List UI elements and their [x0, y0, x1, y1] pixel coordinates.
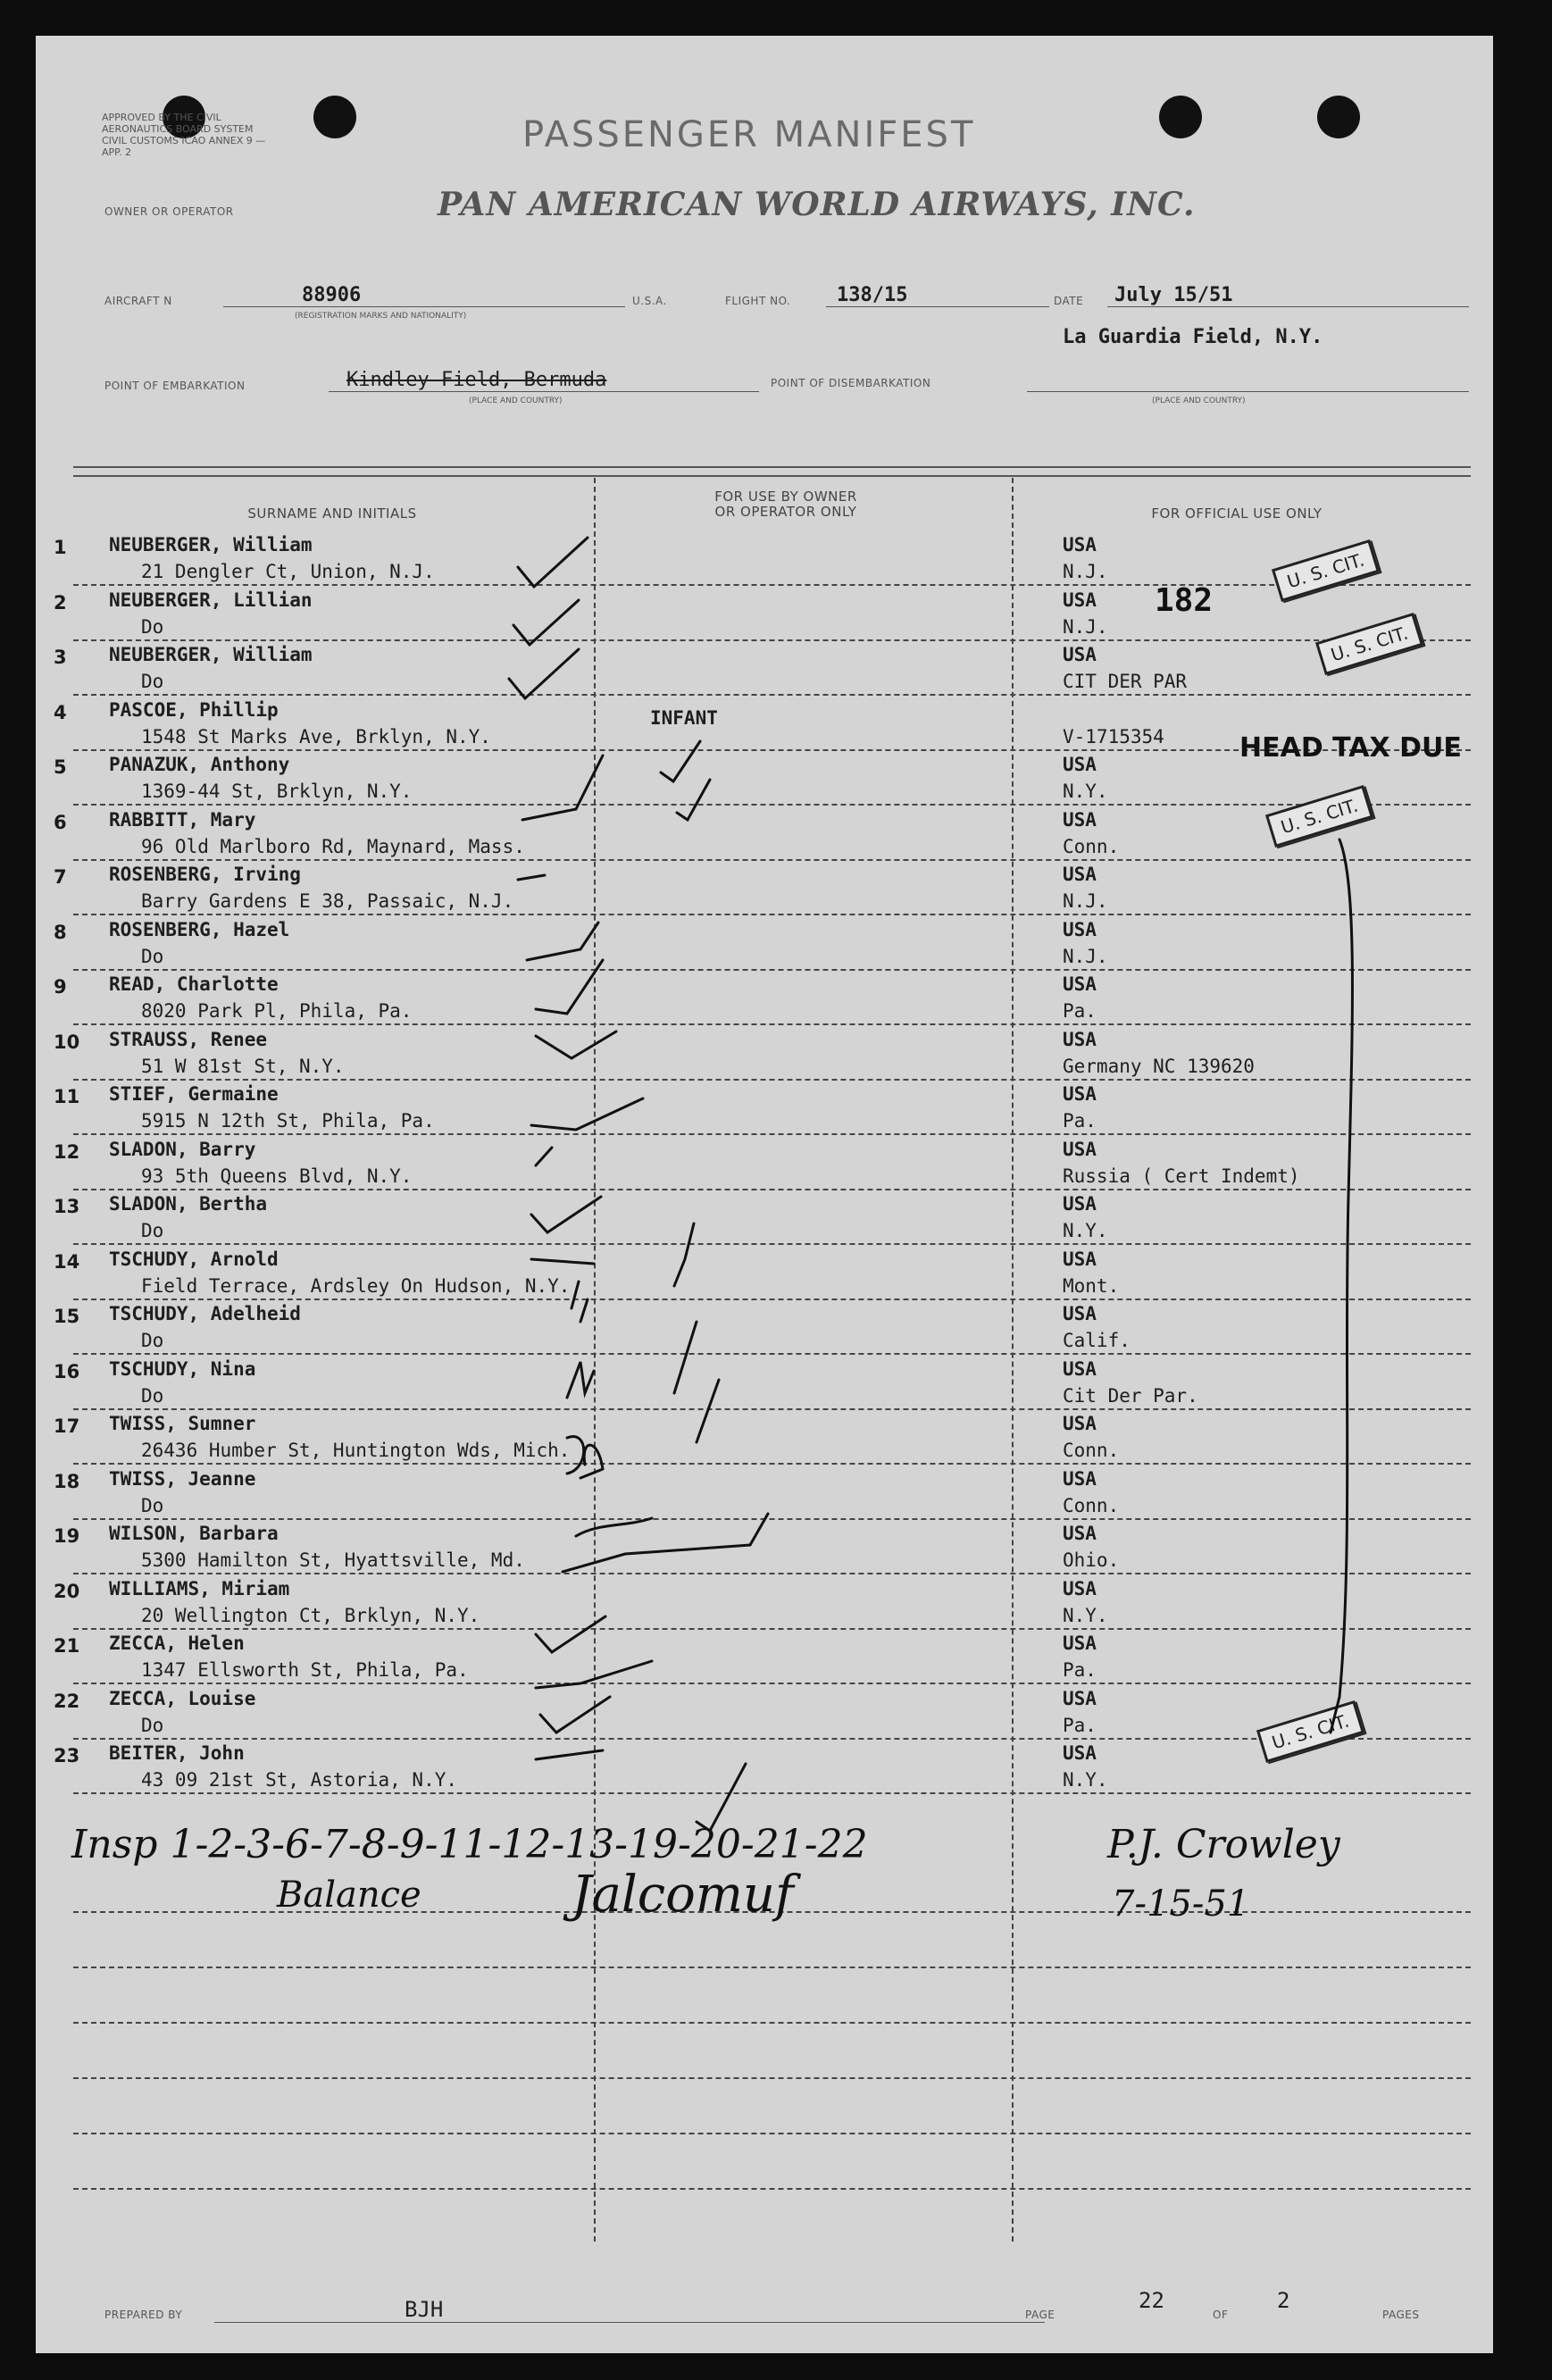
row-number: 23 — [54, 1745, 80, 1766]
residence-note: CIT DER PAR — [1063, 671, 1188, 692]
handwritten-inspector: P.J. Crowley — [1107, 1822, 1340, 1867]
citizenship: USA — [1063, 589, 1097, 611]
citizenship: USA — [1063, 644, 1097, 665]
residence-note: Pa. — [1063, 1659, 1097, 1681]
residence-note: Ohio. — [1063, 1549, 1120, 1571]
passenger-name: WILSON, Barbara — [109, 1523, 279, 1544]
embark-label: POINT OF EMBARKATION — [104, 380, 246, 392]
head-tax-stamp: HEAD TAX DUE — [1239, 732, 1462, 764]
residence-note: N.Y. — [1063, 781, 1108, 802]
row-number: 15 — [54, 1306, 80, 1327]
prepared-underline — [214, 2322, 1045, 2323]
citizenship: USA — [1063, 1193, 1097, 1215]
handwritten-tally: Insp 1-2-3-6-7-8-9-11-12-13-19-20-21-22 — [71, 1822, 868, 1867]
passenger-address: 21 Dengler Ct, Union, N.J. — [141, 561, 435, 582]
passenger-name: ZECCA, Helen — [109, 1633, 245, 1654]
residence-note: Calif. — [1063, 1330, 1131, 1351]
passenger-name: NEUBERGER, William — [109, 644, 313, 665]
row-number: 20 — [54, 1580, 80, 1602]
passenger-name: STIEF, Germaine — [109, 1083, 279, 1105]
handwritten-balance: Balance — [277, 1875, 421, 1916]
residence-note: Pa. — [1063, 1000, 1097, 1022]
handwritten-date: 7-15-51 — [1112, 1883, 1250, 1925]
form-code: APPROVED BY THE CIVIL AERONAUTICS BOARD SYSTEM CIVIL CUSTOMS ICAO ANNEX 9 — APP. 2 — [102, 112, 266, 158]
aircraft-value: 88906 — [302, 284, 362, 306]
official-number: 182 — [1155, 582, 1214, 619]
passenger-name: SLADON, Bertha — [109, 1193, 268, 1215]
row-number: 19 — [54, 1525, 80, 1547]
flight-value: 138/15 — [837, 284, 908, 306]
flight-label: FLIGHT NO. — [725, 295, 791, 307]
passenger-address: 1369-44 St, Brklyn, N.Y. — [141, 781, 413, 802]
citizenship: USA — [1063, 1248, 1097, 1270]
residence-note: V-1715354 — [1063, 725, 1164, 747]
passenger-name: TWISS, Sumner — [109, 1413, 256, 1434]
registration-note: (REGISTRATION MARKS AND NATIONALITY) — [295, 312, 467, 321]
passenger-name: RABBITT, Mary — [109, 808, 256, 831]
row-number: 8 — [54, 921, 67, 943]
citizenship: USA — [1063, 1413, 1097, 1434]
passenger-address: 1548 St Marks Ave, Brklyn, N.Y. — [141, 725, 491, 747]
residence-note: Pa. — [1063, 1714, 1097, 1736]
citizenship: USA — [1063, 1577, 1097, 1599]
row-number: 13 — [54, 1196, 80, 1217]
citizenship: USA — [1063, 1083, 1097, 1105]
us-cit-stamp: U. S. CIT. — [1272, 539, 1380, 602]
row-number: 4 — [54, 701, 67, 723]
residence-note: Germany NC 139620 — [1063, 1055, 1255, 1077]
arrival-place: La Guardia Field, N.Y. — [1063, 326, 1323, 348]
page-title: PASSENGER MANIFEST — [522, 114, 976, 155]
passenger-name: STRAUSS, Renee — [109, 1028, 268, 1050]
passenger-address: 51 W 81st St, N.Y. — [141, 1055, 345, 1077]
passenger-name: PASCOE, Phillip — [109, 698, 279, 721]
date-value: July 15/51 — [1114, 284, 1233, 306]
citizenship: USA — [1063, 1742, 1097, 1764]
row-number: 11 — [54, 1086, 80, 1107]
row-number: 6 — [54, 811, 67, 833]
disembark-label: POINT OF DISEMBARKATION — [771, 377, 931, 389]
passenger-address: Do — [141, 945, 164, 967]
passenger-address: 26436 Humber St, Huntington Wds, Mich. — [141, 1440, 571, 1461]
citizenship: USA — [1063, 973, 1097, 995]
place-note: (PLACE AND COUNTRY) — [469, 397, 563, 405]
embark-value: Kindley Field, Bermuda — [346, 369, 607, 391]
passenger-address: 20 Wellington Ct, Brklyn, N.Y. — [141, 1604, 480, 1626]
residence-note: N.J. — [1063, 615, 1108, 638]
page-total: 2 — [1277, 2288, 1290, 2313]
passenger-name: NEUBERGER, William — [109, 534, 313, 555]
row-number: 14 — [54, 1250, 80, 1273]
residence-note: N.J. — [1063, 561, 1108, 582]
passenger-address: Field Terrace, Ardsley On Hudson, N.Y. — [141, 1274, 571, 1297]
citizenship: USA — [1063, 1687, 1097, 1709]
row-number: 21 — [54, 1635, 80, 1657]
manifest-sheet — [36, 36, 1493, 2353]
passenger-address: Do — [141, 1384, 164, 1407]
passenger-address: Barry Gardens E 38, Passaic, N.J. — [141, 890, 514, 912]
place-note-2: (PLACE AND COUNTRY) — [1152, 397, 1246, 405]
passenger-name: SLADON, Barry — [109, 1138, 256, 1160]
residence-note: N.J. — [1063, 945, 1108, 967]
us-cit-stamp: U. S. CIT. — [1315, 613, 1423, 675]
residence-note: Pa. — [1063, 1110, 1097, 1132]
residence-note: Conn. — [1063, 1440, 1120, 1461]
of-label: OF — [1213, 2309, 1229, 2321]
row-number: 12 — [54, 1140, 80, 1163]
residence-note: N.Y. — [1063, 1604, 1108, 1626]
row-number: 10 — [54, 1031, 80, 1053]
passenger-name: NEUBERGER, Lillian — [109, 589, 313, 611]
passenger-address: 93 5th Queens Blvd, N.Y. — [141, 1165, 413, 1187]
residence-note: Mont. — [1063, 1274, 1120, 1297]
col-surname: SURNAME AND INITIALS — [247, 505, 417, 522]
residence-note: Cit Der Par. — [1063, 1384, 1198, 1407]
citizenship: USA — [1063, 1523, 1097, 1544]
col-owner-line1: FOR USE BY OWNER — [714, 489, 857, 505]
passenger-name: TWISS, Jeanne — [109, 1467, 256, 1490]
row-number: 3 — [54, 647, 67, 668]
citizenship: USA — [1063, 534, 1097, 555]
passenger-address: Do — [141, 1330, 164, 1351]
citizenship: USA — [1063, 1138, 1097, 1160]
row-number: 17 — [54, 1415, 80, 1437]
passenger-address: 1347 Ellsworth St, Phila, Pa. — [141, 1659, 469, 1681]
citizenship: USA — [1063, 1633, 1097, 1654]
citizenship: USA — [1063, 1467, 1097, 1490]
citizenship: USA — [1063, 754, 1097, 775]
infant-note: INFANT — [650, 707, 718, 729]
passenger-address: 8020 Park Pl, Phila, Pa. — [141, 1000, 413, 1022]
passenger-address: Do — [141, 1494, 164, 1516]
handwritten-signature: Jalcomuf — [572, 1866, 794, 1924]
pages-label: PAGES — [1382, 2309, 1420, 2321]
row-number: 1 — [54, 537, 67, 558]
row-number: 9 — [54, 976, 67, 998]
us-cit-stamp: U. S. CIT. — [1256, 1700, 1364, 1763]
citizenship: USA — [1063, 1357, 1097, 1380]
citizenship: USA — [1063, 864, 1097, 885]
passenger-address: Do — [141, 615, 164, 638]
row-number: 7 — [54, 866, 67, 888]
citizenship: USA — [1063, 808, 1097, 831]
col-official: FOR OFFICIAL USE ONLY — [1151, 505, 1323, 522]
passenger-name: TSCHUDY, Nina — [109, 1357, 256, 1380]
passenger-name: ROSENBERG, Irving — [109, 864, 301, 885]
prepared-label: PREPARED BY — [104, 2309, 183, 2321]
page-label: PAGE — [1025, 2309, 1056, 2321]
residence-note: Conn. — [1063, 835, 1120, 857]
passenger-address: 5300 Hamilton St, Hyattsville, Md. — [141, 1549, 525, 1571]
citizenship: USA — [1063, 918, 1097, 940]
handwritten-annotations — [36, 36, 1493, 2353]
usa-label: U.S.A. — [632, 295, 667, 307]
passenger-address: Do — [141, 671, 164, 692]
aircraft-label: AIRCRAFT N — [104, 295, 172, 307]
prepared-by: BJH — [405, 2297, 444, 2322]
passenger-address: 5915 N 12th St, Phila, Pa. — [141, 1110, 435, 1132]
passenger-name: TSCHUDY, Adelheid — [109, 1303, 301, 1324]
residence-note: Russia ( Cert Indemt) — [1063, 1165, 1300, 1187]
row-number: 22 — [54, 1690, 80, 1712]
passenger-name: PANAZUK, Anthony — [109, 754, 290, 775]
date-label: DATE — [1054, 295, 1084, 307]
us-cit-stamp: U. S. CIT. — [1265, 785, 1373, 848]
passenger-address: Do — [141, 1220, 164, 1241]
passenger-address: 96 Old Marlboro Rd, Maynard, Mass. — [141, 835, 525, 857]
row-number: 2 — [54, 591, 67, 614]
row-number: 5 — [54, 756, 67, 778]
row-number: 16 — [54, 1360, 80, 1382]
owner-label: OWNER OR OPERATOR — [104, 205, 234, 218]
residence-note: N.Y. — [1063, 1220, 1108, 1241]
page-number: 22 — [1139, 2288, 1164, 2313]
operator-name: PAN AMERICAN WORLD AIRWAYS, INC. — [438, 186, 1196, 223]
row-number: 18 — [54, 1470, 80, 1492]
passenger-name: TSCHUDY, Arnold — [109, 1248, 279, 1270]
passenger-name: ZECCA, Louise — [109, 1687, 256, 1709]
passenger-name: ROSENBERG, Hazel — [109, 918, 290, 940]
passenger-address: 43 09 21st St, Astoria, N.Y. — [141, 1769, 458, 1791]
passenger-address: Do — [141, 1714, 164, 1736]
citizenship: USA — [1063, 1028, 1097, 1050]
passenger-name: WILLIAMS, Miriam — [109, 1577, 290, 1599]
citizenship: USA — [1063, 1303, 1097, 1324]
col-owner-line2: OR OPERATOR ONLY — [714, 504, 857, 520]
passenger-name: BEITER, John — [109, 1742, 245, 1764]
passenger-name: READ, Charlotte — [109, 973, 279, 995]
residence-note: N.J. — [1063, 890, 1108, 912]
residence-note: Conn. — [1063, 1494, 1120, 1516]
residence-note: N.Y. — [1063, 1769, 1108, 1791]
